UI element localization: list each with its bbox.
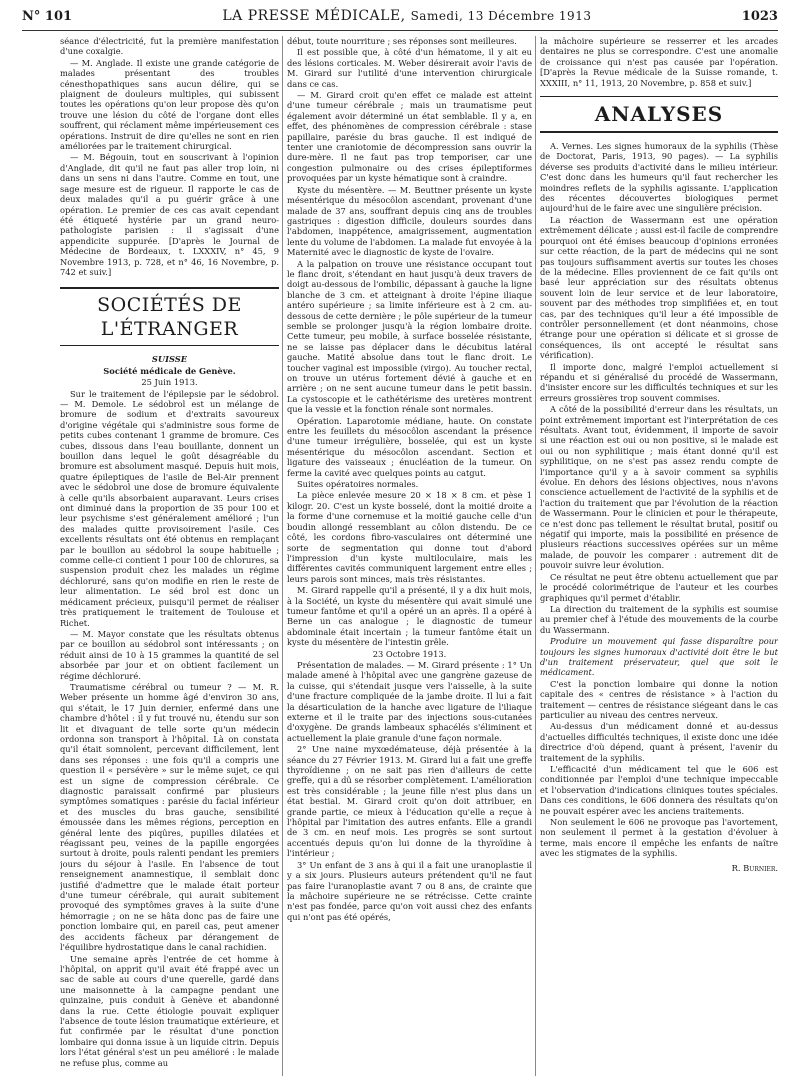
paragraph: séance d'électricité, fut la première manifestation d'une coxalgie.	[60, 36, 279, 57]
paragraph: Opération. Laparotomie médiane, haute. On constate entre les feuillets du mésocôlon ascendant la présence d'une tumeur irrégulière, bosselée, qui est un kyste mésentérique du mésocôlon ascendant. Section et ligature des vaisseaux ; énucléation de la tumeur. On ferme la cavité avec quelques points au catgut.	[287, 415, 532, 478]
paragraph: Sur le traitement de l'épilepsie par le sédobrol. — M. Demole. Le sédobrol est un mélange de bromure de sodium et d'extraits savoureux d'origine végétale qui s'administre sous forme de petits cubes contenant 1 gramme de bromure. Ces cubes, dissous dans l'eau bouillante, donnent un bouillon dans lequel le goût désagréable du bromure est absolument masqué. Depuis huit mois, quatre épileptiques de l'asile de Bel-Air prennent avec le sédobrol une dose de bromure équivalente à celle qu'ils absorbaient auparavant. Leurs crises ont diminué dans la proportion de 35 pour 100 et leur psychisme s'est généralement amélioré ; l'un des malades quitte provisoirement l'asile. Ces excellents résultats ont été obtenus en remplaçant par le bouillon au sédobrol la soupe habituelle ; comme celle-ci contient 1 pour 100 de chlorures, sa suspension produit chez les malades un régime déchloruré, sans qu'on modifie en rien le reste de leur alimentation. Le séd brol est donc un médicament précieux, puisqu'il permet de réaliser très pratiquement le traitement de Toulouse et Richet.	[60, 388, 279, 628]
page-header	[22, 8, 778, 31]
page-number: 1023	[741, 9, 778, 24]
paragraph: Traumatisme cérébral ou tumeur ? — M. R. Weber présente un homme âgé d'environ 30 ans, qui s'était, le 17 Juin dernier, enfermé dans une chambre d'hôtel : il y fut trouvé nu, étendu sur son lit et divaguant de telle sorte qu'un médecin ordonna son transport à l'hôpital. Là on constata qu'il était somnolent, percevant difficilement, lent dans ses réponses : une fois qu'il a compris une question il « persévère » sur le même sujet, ce qui est un signe de compression cérébrale. Ce diagnostic paraissait confirmé par plusieurs symptômes somatiques : parésie du facial inférieur et des muscles du bras gauche, sensibilité émoussée dans les mêmes régions, perception en général lente des piqûres, pupilles dilatées et réagissant peu, veines de la papille engorgées surtout à droite, pouls ralenti pendant les premiers jours du séjour à l'asile. En l'absence de tout renseignement anamnestique, il semblait donc justifié d'admettre que le malade était porteur d'une tumeur cérébrale, qui aurait subitement provoqué des symptômes graves à la suite d'une hémorragie ; on ne se hâta donc pas de faire une ponction lombaire qui, en pareil cas, peut amener des accidents fâcheux par dérangement de l'équilibre hydrostatique dans le canal rachidien.	[60, 681, 279, 953]
paragraph: La pièce enlevée mesure 20 × 18 × 8 cm. et pèse 1 kilogr. 20. C'est un kyste bosselé, dont la moitié droite a la forme d'une cornemuse et la moitié gauche celle d'un boudin allongé ressemblant au côlon distendu. De ce côté, les cordons fibro-vasculaires ont déterminé une sorte de segmentation qui donne tout d'abord l'impression d'un kyste multiloculaire, mais les différentes cavités communiquent largement entre elles ; leurs parois sont minces, mais très résistantes.	[287, 490, 532, 584]
paragraph: C'est la ponction lombaire qui donne la notion capitale des « centres de résistance » à l'action du traitement — centres de résistance siégeant dans le cas particulier au niveau des centres nerveux.	[540, 678, 778, 720]
paragraph: Au-dessus d'un médicament donné et au-dessus d'actuelles difficultés techniques, il existe donc une idée directrice d'où dépend, quant à présent, l'avenir du traitement de la syphilis.	[540, 721, 778, 763]
section-title: ANALYSES	[540, 96, 778, 133]
column-divider	[282, 36, 283, 1076]
paragraph: Présentation de malades. — M. Girard présente : 1° Un malade amené à l'hôpital avec une gangrène gazeuse de la cuisse, qui s'étendait jusque vers l'aisselle, à la suite d'une fracture compliquée de la jambe droite. Il lui a fait la désarticulation de la hanche avec ligature de l'iliaque externe et il le traite par des injections sous-cutanées d'oxygène. De grands lambeaux sphacélés s'éliminent et actuellement la plaie granule d'une façon normale.	[287, 659, 532, 743]
paragraph: la mâchoire supérieure se resserrer et les arcades dentaires ne plus se correspondre. C'est une anomalie de croissance qui n'est pas causée par l'opération. [D'après la Revue médicale de la Suisse romande, t. XXXIII, n° 11, 1913, 20 Novembre, p. 858 et suiv.]	[540, 36, 778, 88]
paragraph: L'efficacité d'un médicament tel que le 606 est conditionnée par l'emploi d'une technique impeccable et l'observation d'indications cliniques toutes spéciales. Dans ces conditions, le 606 donnera des résultats qu'on ne pouvait espérer avec les anciens traitements.	[540, 764, 778, 816]
column-middle	[287, 36, 532, 1076]
paragraph: — M. Girard croit qu'en effet ce malade est atteint d'une tumeur cérébrale ; mais un traumatisme peut également avoir déterminé un état semblable. Il y a, en effet, des phénomènes de compression cérébrale : stase papillaire, parésie du bras gauche. Il est indiqué de tenter une craniotomie de décompression sans ouvrir la dure-mère. Il ne faut pas trop temporiser, car une congestion pulmonaire ou des crises épileptiformes provoquées par un kyste hématique sont à craindre.	[287, 90, 532, 184]
journal-title: LA PRESSE MÉDICALE,	[222, 8, 406, 24]
paragraph: La direction du traitement de la syphilis est soumise au premier chef à l'étude des mouvements de la courbe du Wassermann.	[540, 603, 778, 635]
author-signature: R. Burnier.	[731, 862, 778, 873]
paragraph: Non seulement le 606 ne provoque pas l'avortement, non seulement il permet à la gestation d'évoluer à terme, mais encore il empêche les enfants de naître avec les stigmates de la syphilis.	[540, 817, 778, 859]
paragraph: A. Vernes. Les signes humoraux de la syphilis (Thèse de Doctorat, Paris, 1913, 90 pages). — La syphilis déverse ses produits d'activité dans le milieu intérieur. C'est donc dans les humeurs qu'il faut rechercher les moindres reflets de la syphilis agissante. L'application des récentes découvertes biologiques permet aujourd'hui de le faire avec une singulière précision.	[540, 141, 778, 214]
section-title: SOCIÉTÉS DE L'ÉTRANGER	[60, 287, 279, 346]
column-right	[540, 36, 778, 1076]
paragraph: A la palpation on trouve une résistance occupant tout le flanc droit, s'étendant en haut jusqu'à deux travers de doigt au-dessous de l'ombilic, dépassant à gauche la ligne blanche de 3 cm. et atteignant à droite l'épine iliaque antéro supérieure ; sa limite inférieure est à 2 cm. au-dessous de cette dernière ; le pôle supérieur de la tumeur semble se prolonger jusqu'à la région lombaire droite. Cette tumeur, peu mobile, à surface bosselée résistante, ne se laisse pas déplacer dans le décubitus latéral gauche. Matité absolue dans tout le flanc droit. Le toucher vaginal est impossible (virgo). Au toucher rectal, on trouve un utérus fortement dévié à gauche et en arrière ; on ne sent aucune tumeur dans le petit bassin. La cystoscopie et le cathétérisme des uretères montrent que la vessie et la fonction rénale sont normales.	[287, 258, 532, 415]
paragraph: Produire un mouvement qui fasse disparaître pour toujours les signes humoraux d'activité doit être le but d'un traitement préservateur, quel que soit le médicament.	[540, 636, 778, 678]
paragraph: 3° Un enfant de 3 ans à qui il a fait une uranoplastie il y a six jours. Plusieurs auteurs prétendent qu'il ne faut pas faire l'uranoplastie avant 7 ou 8 ans, de crainte que la mâchoire supérieure ne se rétrécisse. Cette crainte n'est pas fondée, parce qu'on voit aussi chez des enfants qui n'ont pas été opérés,	[287, 859, 532, 922]
paragraph: M. Girard rappelle qu'il a présenté, il y a dix huit mois, à la Société, un kyste du mésentère qui avait simulé une tumeur fantôme et qu'il a opéré un an après. Il a opéré à Berne un cas analogue ; le diagnostic de tumeur abdominale était incertain ; la tumeur fantôme était un kyste du mésentère de l'intestin grêle.	[287, 585, 532, 648]
session-date: 23 Octobre 1913.	[372, 648, 447, 659]
issue-number: N° 101	[22, 9, 73, 24]
society-heading: Société médicale de Genève.	[103, 365, 236, 376]
paragraph: — M. Anglade. Il existe une grande catégorie de malades présentant des troubles cénesthopathiques sans aucun délire, qui se plaignent de douleurs multiples, qui subissent toutes les opérations qu'on leur propose dès qu'on trouve une lésion du côté de l'organe dont elles souffrent, qui réclament même impérieusement ces opérations. Instruit de dire qu'elles ne sont en rien améliorées par le traitement chirurgical.	[60, 57, 279, 152]
journal-masthead	[222, 8, 591, 24]
paragraph: 2° Une naine myxœdémateuse, déjà présentée à la séance du 27 Février 1913. M. Girard lui a fait une greffe thyroïdienne ; on ne sait pas rien d'ailleurs de cette greffe, qui a dû se résorber complètement. L'amélioration est très considérable ; la jeune fille n'est plus dans un état bestial. M. Girard croit qu'on doit attribuer, en grande partie, ce mieux à l'éducation qu'elle a reçue à l'hôpital par l'imitation des autres enfants. Elle a grandi de 3 cm. en neuf mois. Les progrès se sont surtout accentués depuis qu'on lui donne de la thyroïdine à l'intérieur ;	[287, 744, 532, 859]
paragraph: — M. Mayor constate que les résultats obtenus par ce bouillon au sédobrol sont intéressants ; on réduit ainsi de 10 à 15 grammes la quantité de sel absorbée par jour et on obtient facilement un régime déchloruré.	[60, 628, 279, 681]
paragraph: Il est possible que, à côté d'un hématome, il y ait eu des lésions corticales. M. Weber désirerait avoir l'avis de M. Girard sur l'utilité d'une intervention chirurgicale dans ce cas.	[287, 47, 532, 89]
issue-date: Samedi, 13 Décembre 1913	[410, 9, 592, 23]
paragraph: La réaction de Wassermann est une opération extrêmement délicate ; aussi est-il facile de comprendre pourquoi ont été émises beaucoup d'opinions erronées sur cette réaction, de la part de médecins qui ne sont pas toujours suffisamment avertis sur toutes les choses de la médecine. Elles proviennent de ce fait qu'ils ont basé leur appréciation sur des résultats obtenus souvent loin de leur service et de leur laboratoire, souvent par des méthodes trop simplifiées et, en tout cas, par des techniques qu'il leur a été impossible de contrôler personnellement (et dont néanmoins, chose étrange pour une opération si délicate et si grosse de conséquences, ils ont accepté le résultat sans vérification).	[540, 214, 778, 361]
country-heading: SUISSE	[151, 354, 188, 365]
column-left	[60, 36, 279, 1076]
paragraph: — M. Bégouin, tout en souscrivant à l'opinion d'Anglade, dit qu'il ne faut pas aller trop loin, ni dans un sens ni dans l'autre. Comme en tout, une sage mesure est de rigueur. Il rapporte le cas de deux malades qu'il a pu guérir grâce à une opération. Le premier de ces cas avait cependant été étiqueté hystérie par un grand neuro-pathologiste parisien : il s'agissait d'une appendicite suppurée. [D'après le Journal de Médecine de Bordeaux, t. LXXXIV, n° 45, 9 Novembre 1913, p. 728, et n° 46, 16 Novembre, p. 742 et suiv.]	[60, 152, 279, 277]
paragraph: Suites opératoires normales.	[297, 479, 419, 490]
paragraph: Il importe donc, malgré l'emploi actuellement si répandu et si généralisé du procédé de Wassermann, d'insister encore sur les difficultés techniques et sur les erreurs grossières trop souvent commises.	[540, 361, 778, 403]
paragraph: Kyste du mésentère. — M. Beuttner présente un kyste mésentérique du mésocôlon ascendant, provenant d'une malade de 37 ans, souffrant depuis cinq ans de troubles gastriques : digestion difficile, douleurs sourdes dans l'abdomen, inappétence, amaigrissement, augmentation lente du volume de l'abdomen. La malade fut envoyée à la Maternité avec le diagnostic de kyste de l'ovaire.	[287, 184, 532, 258]
paragraph: début, toute nourriture ; ses réponses sont meilleures.	[287, 36, 517, 46]
session-date: 25 Juin 1913.	[141, 377, 198, 388]
column-divider	[535, 36, 536, 1076]
paragraph: A côté de la possibilité d'erreur dans les résultats, un point extrêmement important est l'interprétation de ces résultats. Avant tout, évidemment, il importe de savoir si une réaction est oui ou non positive, si le malade est oui ou non syphilitique ; mais étant donné qu'il est syphilitique, on ne s'est pas assez rendu compte de l'importance qu'il y a à savoir comment sa syphilis évolue. En dehors des lésions objectives, nous n'avons conscience actuellement de l'activité de la syphilis et de l'action du traitement que par l'évolution de la réaction de Wassermann. Pour le clinicien et pour le thérapeute, ce n'est donc pas tellement le résultat brutal, positif ou négatif qui importe, mais la possibilité en présence de plusieurs réactions successives opérées sur un même malade, de pouvoir les comparer : autrement dit de pouvoir suivre leur évolution.	[540, 404, 778, 571]
paragraph: Une semaine après l'entrée de cet homme à l'hôpital, on apprit qu'il avait été frappé avec un sac de sable au cours d'une querelle, gardé dans une maisonnette à la campagne pendant une quinzaine, puis conduit à Genève et abandonné dans la rue. Cette étiologie pouvait expliquer l'absence de toute lésion traumatique extérieure, et fut confirmée par le résultat d'une ponction lombaire qui donna issue à un liquide citrin. Depuis lors l'état général s'est un peu amélioré : le malade ne refuse plus, comme au	[60, 953, 279, 1068]
paragraph: Ce résultat ne peut être obtenu actuellement que par le procédé colorimétrique de l'auteur et les courbes graphiques qu'il permet d'établir.	[540, 571, 778, 603]
